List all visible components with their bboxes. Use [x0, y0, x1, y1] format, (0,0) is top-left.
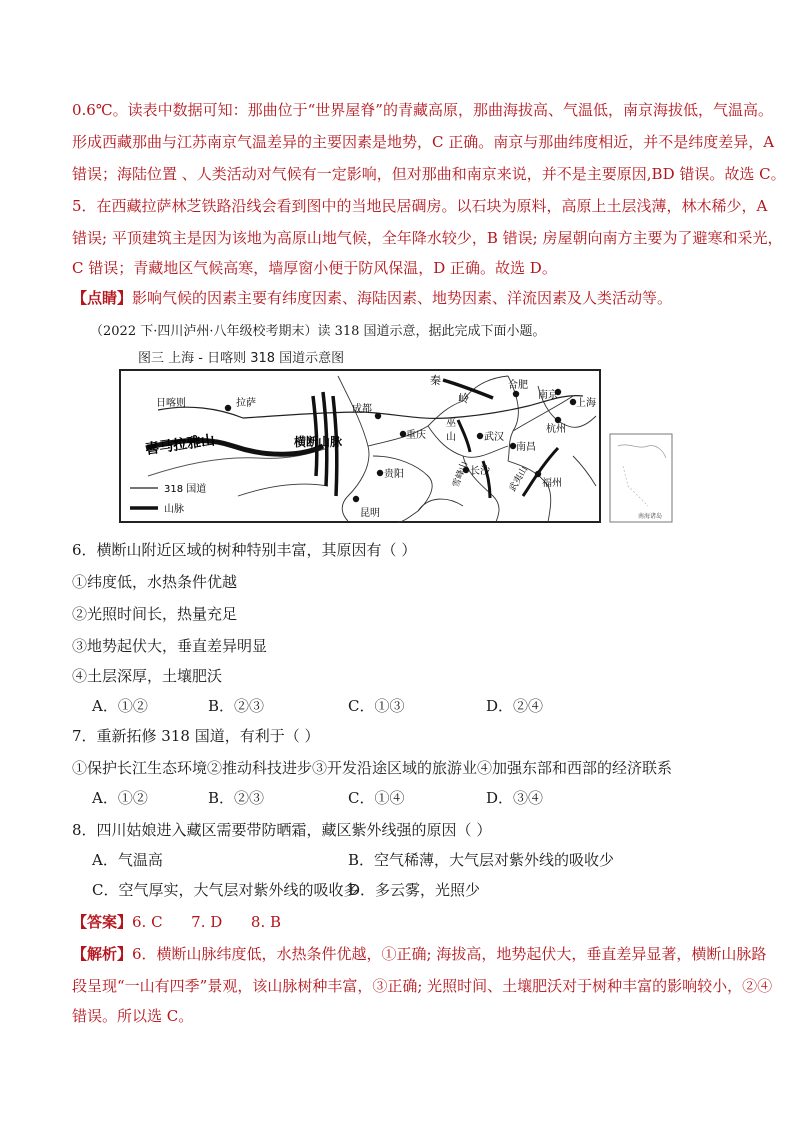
q7-stem: 7．重新拓修 318 国道，有利于（ ） [72, 727, 320, 745]
explanation-line-4: 5．在西藏拉萨林芝铁路沿线会看到图中的当地民居碉房。以石块为原料，高原上土层浅薄，林木稀少，A [72, 197, 768, 215]
label-qinling-1: 秦 [430, 374, 441, 387]
city-label-lasa: 拉萨 [236, 398, 256, 409]
q6-option-b: B．②③ [208, 697, 265, 715]
key-point-text: 影响气候的因素主要有纬度因素、海陆因素、地势因素、洋流因素及人类活动等。 [132, 289, 673, 307]
q8-option-a: A．气温高 [92, 851, 163, 869]
analysis-line-2: 段呈现“一山有四季”景观，该山脉树种丰富，③正确; 光照时间、土壤肥沃对于树种丰富的影响较小，②④ [72, 977, 773, 995]
city-label-chongqing: 重庆 [406, 430, 426, 441]
source-line: （2022 下·四川泸州·八年级校考期末）读 318 国道示意，据此完成下面小题。 [90, 324, 546, 339]
inset-label: 南海诸岛 [638, 513, 663, 520]
label-wuyi: 武夷山 [507, 465, 531, 494]
route-318-map [118, 346, 678, 526]
city-label-hefei: 合肥 [508, 380, 528, 391]
city-label-nanjing: 南京 [538, 390, 558, 401]
city-label-nanchang: 南昌 [516, 442, 536, 453]
q8-option-b: B．空气稀薄，大气层对紫外线的吸收少 [348, 851, 615, 869]
analysis-line-1-wrap [72, 944, 766, 964]
analysis-line-1: 6．横断山脉纬度低，水热条件优越，①正确; 海拔高，地势起伏大，垂直差异显著，横断山脉路 [132, 945, 767, 963]
explanation-line-5: 错误; 平顶建筑主是因为该地为高原山地气候，全年降水较少，B 错误; 房屋朝向南方主要为了避寒和采光， [72, 229, 783, 247]
q6-stem: 6．横断山附近区域的树种特别丰富，其原因有（ ） [72, 541, 417, 559]
label-hengduan: 横断山脉 [294, 435, 343, 449]
q7-option-d: D．③④ [486, 789, 544, 807]
q6-item-3: ③地势起伏大，垂直差异明显 [72, 637, 268, 655]
label-himalaya: 喜马拉雅山 [144, 432, 216, 458]
q7-option-c: C．①④ [348, 789, 405, 807]
label-qinling-2: 岭 [458, 392, 469, 405]
city-label-rikaze: 日喀则 [156, 398, 186, 409]
q7-option-a: A．①② [92, 789, 148, 807]
analysis-label: 【解析】 [72, 945, 133, 963]
map-title: 图三 上海 - 日喀则 318 国道示意图 [138, 351, 345, 366]
q7-option-b: B．②③ [208, 789, 265, 807]
key-point [72, 288, 672, 308]
q6-option-a: A．①② [92, 697, 148, 715]
q6-option-d: D．②④ [486, 697, 544, 715]
q8-option-d: D．多云雾，光照少 [348, 881, 481, 899]
q6-item-1: ①纬度低，水热条件优越 [72, 573, 238, 591]
city-label-chengdu: 成都 [352, 404, 372, 415]
q6-option-c: C．①③ [348, 697, 405, 715]
legend-mountain-label: 山脉 [164, 504, 184, 515]
city-label-kunming: 昆明 [360, 508, 380, 519]
q8-stem: 8．四川姑娘进入藏区需要带防晒霜，藏区紫外线强的原因（ ） [72, 821, 492, 839]
q8-option-c: C．空气厚实，大气层对紫外线的吸收多 [92, 881, 359, 899]
city-label-wuhan: 武汉 [484, 432, 504, 443]
answer-text: 6. C 7. D 8. B [132, 913, 281, 931]
answer-label: 【答案】 [72, 913, 133, 931]
key-point-label: 【点睛】 [72, 289, 133, 307]
q6-item-4: ④土层深厚，土壤肥沃 [72, 667, 223, 685]
explanation-line-1: 0.6℃。读表中数据可知：那曲位于“世界屋脊”的青藏高原，那曲海拔高、气温低，南京海拔低，气温高。 [72, 101, 773, 119]
analysis-line-3: 错误。所以选 C。 [72, 1007, 194, 1025]
explanation-line-2: 形成西藏那曲与江苏南京气温差异的主要因素是地势，C 正确。南京与那曲纬度相近，并不是纬度差异，A [72, 133, 775, 151]
q6-item-2: ②光照时间长，热量充足 [72, 605, 238, 623]
map-svg [118, 346, 678, 526]
legend-road-label: 318 国道 [164, 484, 207, 495]
city-label-changsha: 长沙 [470, 466, 490, 477]
label-wushan-2: 山 [446, 432, 456, 443]
city-label-shanghai: 上海 [576, 398, 596, 409]
explanation-line-3: 错误；海陆位置 、人类活动对气候有一定影响，但对那曲和南京来说，并不是主要原因,BD 错误。故选 C。 [72, 165, 786, 183]
q7-items: ①保护长江生态环境②推动科技进步③开发沿途区域的旅游业④加强东部和西部的经济联系 [72, 759, 673, 777]
city-label-hangzhou: 杭州 [546, 424, 566, 435]
label-xuefeng: 雪峰山 [451, 460, 471, 490]
city-label-fuzhou: 福州 [542, 478, 562, 489]
city-label-guiyang: 贵阳 [384, 469, 404, 480]
answer-line [72, 912, 281, 932]
label-wushan-1: 巫 [446, 418, 456, 429]
explanation-line-6: C 错误；青藏地区气候高寒，墙厚窗小便于防风保温，D 正确。故选 D。 [72, 259, 557, 277]
